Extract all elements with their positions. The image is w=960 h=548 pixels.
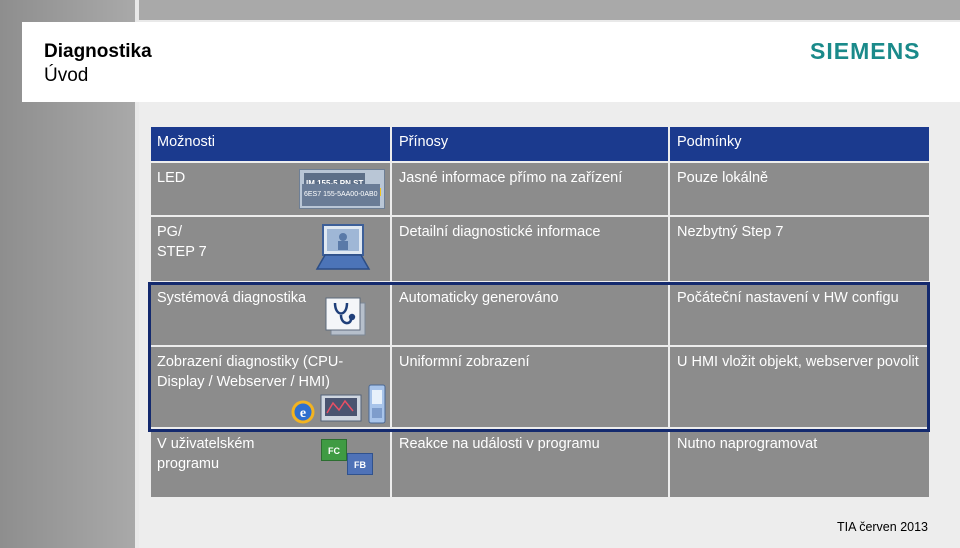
row-option bbox=[151, 217, 390, 281]
fb-block-icon: FB bbox=[347, 453, 373, 475]
row-option bbox=[151, 347, 390, 427]
table-row bbox=[151, 429, 929, 497]
top-decor-band bbox=[139, 0, 960, 20]
siemens-logo: SIEMENS bbox=[810, 38, 921, 64]
svg-text:e: e bbox=[299, 406, 307, 421]
row-option-label: V uživatelském programu bbox=[157, 436, 255, 472]
row-condition: Počáteční nastavení v HW configu bbox=[670, 283, 929, 345]
laptop-icon bbox=[315, 223, 371, 273]
row-condition: Nutno naprogramovat bbox=[670, 429, 929, 497]
row-option-label: Systémová diagnostika bbox=[157, 290, 307, 306]
footer-date: TIA červen 2013 bbox=[836, 520, 928, 534]
slide-title: Diagnostika bbox=[44, 41, 152, 62]
row-option bbox=[151, 429, 390, 497]
slide-subtitle: Úvod bbox=[44, 65, 89, 86]
table-row bbox=[151, 347, 929, 427]
column-header-benefits: Přínosy bbox=[392, 127, 668, 161]
row-condition: Nezbytný Step 7 bbox=[670, 217, 929, 281]
module-bottom-label: 6ES7 155-5AA00-0AB0 bbox=[302, 184, 380, 206]
row-option bbox=[151, 283, 390, 345]
slide-header bbox=[22, 22, 960, 102]
table-row bbox=[151, 283, 929, 345]
row-benefit: Uniformní zobrazení bbox=[392, 347, 668, 427]
display-icons bbox=[291, 383, 391, 425]
fc-block-icon: FC bbox=[321, 439, 347, 461]
row-condition: Pouze lokálně bbox=[670, 163, 929, 215]
row-benefit: Jasné informace přímo na zařízení bbox=[392, 163, 668, 215]
stethoscope-icon bbox=[325, 297, 367, 337]
row-option-label: LED bbox=[157, 170, 186, 186]
table-header-row bbox=[151, 127, 929, 161]
row-option-label: Zobrazení diagnostiky (CPU-Display / Webserver / HMI) bbox=[157, 354, 344, 390]
row-condition: U HMI vložit objekt, webserver povolit bbox=[670, 347, 929, 427]
row-benefit: Detailní diagnostické informace bbox=[392, 217, 668, 281]
table-row bbox=[151, 217, 929, 281]
row-benefit: Automaticky generováno bbox=[392, 283, 668, 345]
row-option-label: PG/ STEP 7 bbox=[157, 224, 207, 260]
module-icon bbox=[299, 169, 385, 209]
row-option bbox=[151, 163, 390, 215]
row-benefit: Reakce na události v programu bbox=[392, 429, 668, 497]
column-header-options: Možnosti bbox=[151, 127, 390, 161]
table-row bbox=[151, 163, 929, 215]
column-header-conditions: Podmínky bbox=[670, 127, 929, 161]
diagnostics-table bbox=[151, 127, 929, 497]
